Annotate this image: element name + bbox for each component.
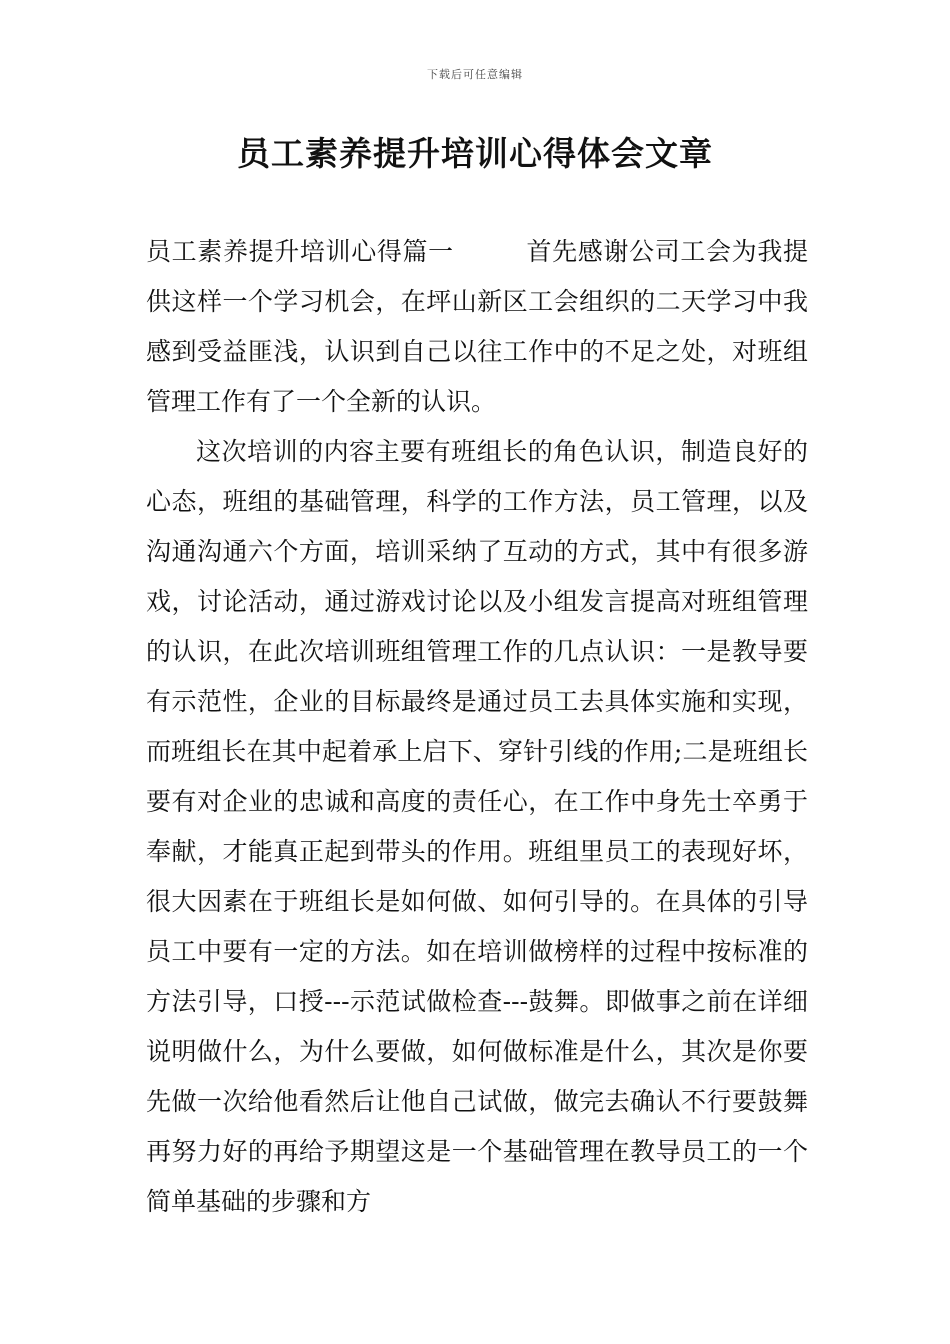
paragraph-1-heading: 员工素养提升培训心得篇一 [146,237,454,266]
document-body [146,227,808,1227]
paragraph-2: 这次培训的内容主要有班组长的角色认识，制造良好的心态，班组的基础管理，科学的工作方法，员工管理，以及沟通沟通六个方面，培训采纳了互动的方式，其中有很多游戏，讨论活动，通过游戏讨论以及小组发言提高对班组管理的认识，在此次培训班组管理工作的几点认识：一是教导要有示范性，企业的目标最终是通过员工去具体实施和实现，而班组长在其中起着承上启下、穿针引线的作用;二是班组长要有对企业的忠诚和高度的责任心，在工作中身先士卒勇于奉献，才能真正起到带头的作用。班组里员工的表现好坏，很大因素在于班组长是如何做、如何引导的。在具体的引导员工中要有一定的方法。如在培训做榜样的过程中按标准的方法引导，口授---示范试做检查---鼓舞。即做事之前在详细说明做什么，为什么要做，如何做标准是什么，其次是你要先做一次给他看然后让他自己试做，做完去确认不行要鼓舞再努力好的再给予期望这是一个基础管理在教导员工的一个简单基础的步骤和方 [146,437,808,1216]
paragraph-1-body: 首先感谢公司工会为我提供这样一个学习机会，在坪山新区工会组织的二天学习中我感到受益匪浅，认识到自己以往工作中的不足之处，对班组管理工作有了一个全新的认识。 [146,237,808,416]
header-note: 下载后可任意编辑 [427,68,523,81]
document-title: 员工素养提升培训心得体会文章 [237,134,713,173]
paragraph-1 [146,227,808,427]
